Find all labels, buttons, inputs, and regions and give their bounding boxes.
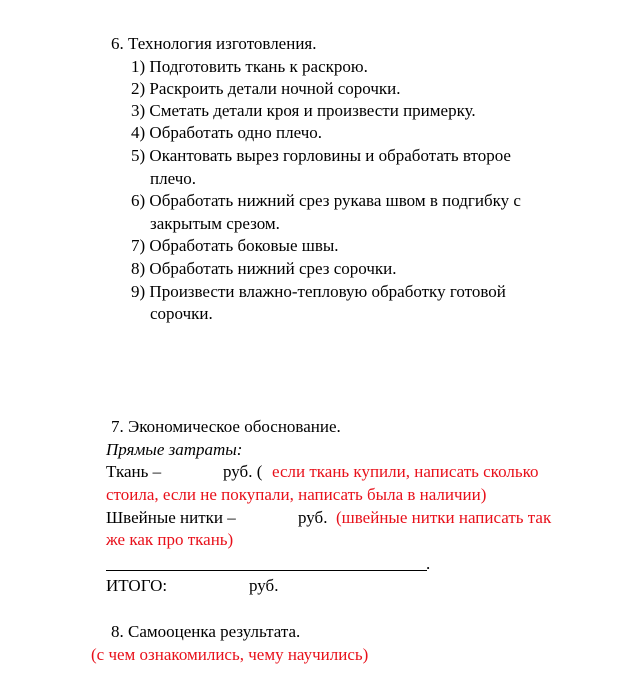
direct-costs-label: Прямые затраты: (106, 440, 243, 459)
fabric-note: если ткань купили, написать сколько (272, 462, 539, 481)
total-unit: руб. (249, 576, 279, 595)
step-9: 9) Произвести влажно-тепловую обработку готовой (131, 282, 506, 301)
fabric-unit: руб. ( (223, 462, 263, 481)
fabric-label: Ткань – (106, 462, 162, 481)
step-5: 5) Окантовать вырез горловины и обработать второе (131, 146, 511, 165)
section-8-heading: 8. Самооценка результата. (111, 622, 301, 641)
thread-note: (швейные нитки написать так (336, 508, 552, 527)
step-1: 1) Подготовить ткань к раскрою. (131, 57, 368, 76)
total-label: ИТОГО: (106, 576, 168, 595)
self-assessment-note: (с чем ознакомились, чему научились) (91, 645, 369, 664)
step-6: 6) Обработать нижний срез рукава швом в подгибку с (131, 191, 521, 210)
step-4: 4) Обработать одно плечо. (131, 123, 322, 142)
section-7-heading: 7. Экономическое обоснование. (111, 417, 341, 436)
thread-unit: руб. (298, 508, 328, 527)
fabric-note-continued: стоила, если не покупали, написать была в наличии) (106, 485, 487, 504)
thread-note-continued: же как про ткань) (106, 530, 234, 549)
sum-rule-period: . (426, 554, 431, 573)
thread-label: Швейные нитки – (106, 508, 236, 527)
step-7: 7) Обработать боковые швы. (131, 236, 339, 255)
step-9-continued: сорочки. (150, 304, 213, 323)
step-3: 3) Сметать детали кроя и произвести примерку. (131, 101, 476, 120)
section-6-heading: 6. Технология изготовления. (111, 34, 317, 53)
step-5-continued: плечо. (150, 169, 197, 188)
sum-rule (106, 570, 427, 571)
step-6-continued: закрытым срезом. (150, 214, 280, 233)
step-2: 2) Раскроить детали ночной сорочки. (131, 79, 401, 98)
step-8: 8) Обработать нижний срез сорочки. (131, 259, 397, 278)
